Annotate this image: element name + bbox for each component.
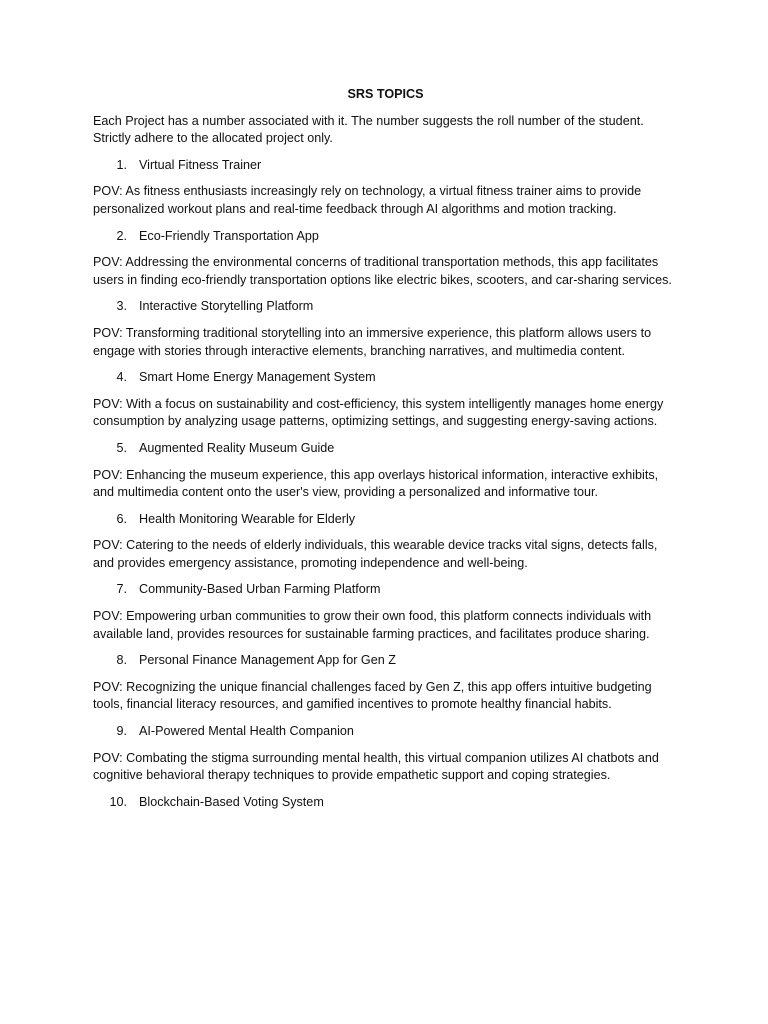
topic-heading: [93, 652, 678, 670]
topic-name: Augmented Reality Museum Guide: [139, 440, 335, 455]
topic-name: Eco-Friendly Transportation App: [139, 228, 319, 243]
topic-name: Interactive Storytelling Platform: [139, 299, 314, 314]
topic-number: 8.: [116, 653, 127, 668]
topic-heading: [93, 794, 678, 812]
topic-pov: POV: Recognizing the unique financial challenges faced by Gen Z, this app offers intuitive budgeting tools, financial literacy resources, and gamified incentives to promote healthy financial habits.: [93, 679, 652, 712]
topic-number: 10.: [109, 794, 127, 809]
topic-name: Blockchain-Based Voting System: [139, 794, 324, 809]
topic-pov: POV: With a focus on sustainability and cost-efficiency, this system intelligently manages home energy consumption by analyzing usage patterns, optimizing settings, and suggesting energy-saving actions.: [93, 396, 664, 429]
topic-name: Health Monitoring Wearable for Elderly: [139, 511, 356, 526]
intro-paragraph: Each Project has a number associated with it. The number suggests the roll number of the student. Strictly adhere to the allocated project only.: [93, 113, 644, 146]
topic-number: 1.: [116, 157, 127, 172]
topic-heading: [93, 228, 678, 246]
topic-name: Personal Finance Management App for Gen Z: [139, 653, 396, 668]
topic-heading: [93, 581, 678, 599]
topic-name: Community-Based Urban Farming Platform: [139, 582, 381, 597]
topic-number: 5.: [116, 440, 127, 455]
topic-number: 4.: [116, 370, 127, 385]
topic-heading: [93, 157, 678, 175]
document-title: SRS TOPICS: [347, 87, 424, 101]
topic-heading: [93, 511, 678, 529]
topic-pov: POV: Transforming traditional storytelling into an immersive experience, this platform allows users to engage with stories through interactive elements, branching narratives, and multimedia content.: [93, 325, 652, 358]
topic-name: Smart Home Energy Management System: [139, 370, 376, 385]
topic-heading: [93, 298, 678, 316]
topic-list: [93, 157, 678, 812]
topic-pov: POV: As fitness enthusiasts increasingly rely on technology, a virtual fitness trainer aims to provide personalized workout plans and real-time feedback through AI algorithms and motion tracking.: [93, 184, 642, 216]
topic-number: 6.: [116, 511, 127, 526]
topic-pov: POV: Empowering urban communities to grow their own food, this platform connects individuals with available land, provides resources for sustainable farming practices, and facilitates produce sharing.: [93, 609, 652, 641]
document-page: [93, 86, 678, 820]
topic-number: 3.: [116, 299, 127, 314]
topic-heading: [93, 369, 678, 387]
topic-heading: [93, 723, 678, 741]
topic-name: Virtual Fitness Trainer: [139, 157, 262, 172]
topic-pov: POV: Addressing the environmental concerns of traditional transportation methods, this app facilitates users in finding eco-friendly transportation options like electric bikes, scooters, and car-sharing services.: [93, 255, 672, 287]
topic-pov: POV: Combating the stigma surrounding mental health, this virtual companion utilizes AI chatbots and cognitive behavioral therapy techniques to provide empathetic support and coping strategies.: [93, 750, 659, 783]
topic-number: 9.: [116, 724, 127, 739]
topic-name: AI-Powered Mental Health Companion: [139, 724, 354, 739]
topic-number: 7.: [116, 582, 127, 597]
topic-number: 2.: [116, 228, 127, 243]
topic-heading: [93, 440, 678, 458]
topic-pov: POV: Enhancing the museum experience, this app overlays historical information, interactive exhibits, and multimedia content onto the user's view, providing a personalized and informative tour.: [93, 467, 659, 500]
topic-pov: POV: Catering to the needs of elderly individuals, this wearable device tracks vital signs, detects falls, and provides emergency assistance, promoting independence and well-being.: [93, 538, 658, 570]
